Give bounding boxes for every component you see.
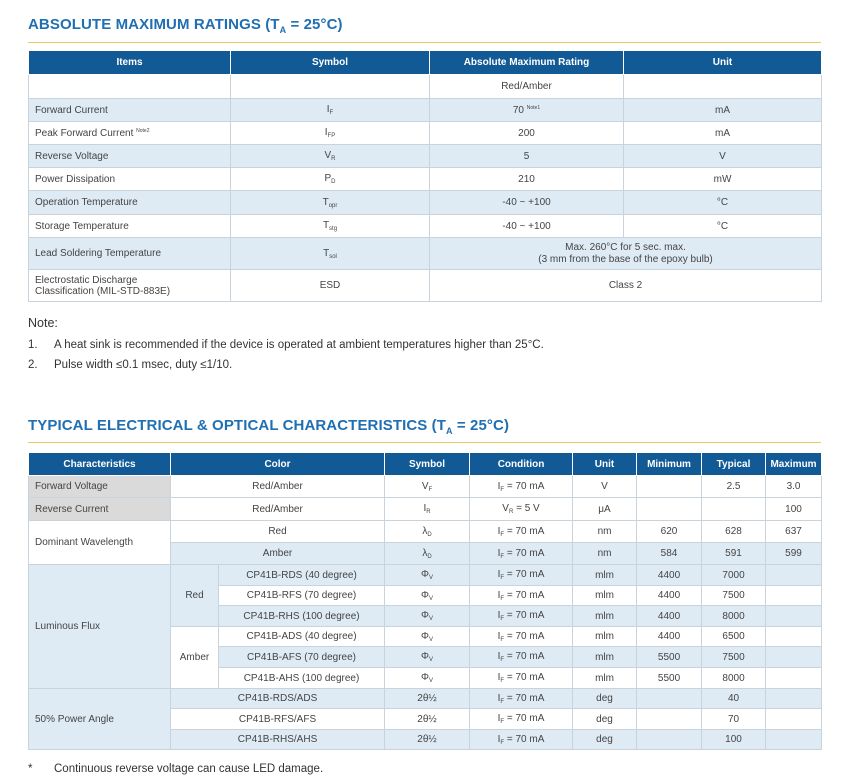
symbol-cell: $P_D$ xyxy=(231,168,430,191)
table-row: Electrostatic Discharge Classification (MIL-STD-883E) ESD Class 2 xyxy=(29,270,822,302)
col-header: Symbol xyxy=(231,51,430,75)
symbol-cell: $T_{stg}$ xyxy=(231,215,430,238)
table-row: Storage Temperature $T_{stg}$ -40 ~ +100 °C xyxy=(29,215,822,238)
symbol-cell: $I_{FP}$ xyxy=(231,122,430,145)
table-header-row xyxy=(29,51,822,75)
col-header: Items xyxy=(29,51,231,75)
characteristics-table xyxy=(28,452,822,750)
table-row: Amber $\lambda_D$ $I_F = 70$ mA nm 584 591 599 xyxy=(29,543,822,565)
table-row: CP41B-RFS/AFS 2θ½ $I_F = 70$ mA deg 70 xyxy=(29,709,822,730)
table-row: Power Dissipation $P_D$ 210 mW xyxy=(29,168,822,191)
table-row: CP41B-AFS (70 degree) $\Phi_V$ $I_F = 70$ mA mlm 5500 7500 xyxy=(29,647,822,668)
symbol-cell: $V_R$ xyxy=(231,145,430,168)
table-header-row: Characteristics Color Symbol Condition Unit Minimum Typical Maximum xyxy=(29,453,822,476)
table-row: Forward Voltage Red/Amber $V_F$ $I_F = 70$ mA V 2.5 3.0 xyxy=(29,476,822,498)
table-row: Operation Temperature $T_{opr}$ -40 ~ +100 °C xyxy=(29,191,822,215)
table-row: CP41B-RHS (100 degree) $\Phi_V$ $I_F = 70$ mA mlm 4400 8000 xyxy=(29,606,822,627)
table-row: Dominant Wavelength Red $\lambda_D$ $I_F = 70$ mA nm 620 628 637 xyxy=(29,521,822,543)
note-label: Note: xyxy=(28,316,58,330)
symbol-cell: $T_{opr}$ xyxy=(231,191,430,215)
table-row: CP41B-RFS (70 degree) $\Phi_V$ $I_F = 70$ mA mlm 4400 7500 xyxy=(29,586,822,606)
table-row: CP41B-AHS (100 degree) $\Phi_V$ $I_F = 70$ mA mlm 5500 8000 xyxy=(29,668,822,689)
section1-rule xyxy=(28,42,821,43)
table-subheader-row xyxy=(29,75,822,99)
col-header: Absolute Maximum Rating xyxy=(430,51,624,75)
note-item: 1. A heat sink is recommended if the device is operated at ambient temperatures higher than 25°C. xyxy=(28,339,544,351)
symbol-cell: $T_{sol}$ xyxy=(231,238,430,270)
section1-title: ABSOLUTE MAXIMUM RATINGS $(T_A = 25^\circ C)$ xyxy=(28,16,343,35)
table-row: Amber CP41B-ADS (40 degree) $\Phi_V$ $I_F = 70$ mA mlm 4400 6500 xyxy=(29,627,822,647)
section2-rule xyxy=(28,442,821,443)
rating-cell: 70 $^{Note1}$ xyxy=(430,99,624,122)
table-row: Forward Current $I_F$ 70 $^{Note1}$ mA xyxy=(29,99,822,122)
table-row: Reverse Current Red/Amber $I_R$ $V_R = 5$ V μA 100 xyxy=(29,498,822,521)
table-row: Luminous Flux Red CP41B-RDS (40 degree) $\Phi_V$ $I_F = 70$ mA mlm 4400 7000 xyxy=(29,565,822,586)
footnote: * Continuous reverse voltage can cause LED damage. xyxy=(28,763,324,775)
section2-title: TYPICAL ELECTRICAL & OPTICAL CHARACTERISTICS $(T_A = 25^\circ C)$ xyxy=(28,417,510,436)
table-row: Peak Forward Current $^{Note2}$ $I_{FP}$ 200 mA xyxy=(29,122,822,145)
symbol-cell: $I_F$ xyxy=(231,99,430,122)
rating-subheader: Red/Amber xyxy=(430,75,624,99)
rating-cell: Max. 260°C for 5 sec. max. (3 mm from the base of the epoxy bulb) xyxy=(430,238,822,270)
table-row: Lead Soldering Temperature $T_{sol}$ Max. 260°C for 5 sec. max. (3 mm from the base of the epoxy bulb) xyxy=(29,238,822,270)
col-header: Unit xyxy=(624,51,822,75)
absolute-ratings-table xyxy=(28,50,822,302)
table-row: CP41B-RHS/AHS 2θ½ $I_F = 70$ mA deg 100 xyxy=(29,730,822,750)
note-item: 2. Pulse width ≤0.1 msec, duty ≤1/10. xyxy=(28,359,233,371)
table-row: 50% Power Angle CP41B-RDS/ADS 2θ½ $I_F = 70$ mA deg 40 xyxy=(29,689,822,709)
table-row: Reverse Voltage $V_R$ 5 V xyxy=(29,145,822,168)
